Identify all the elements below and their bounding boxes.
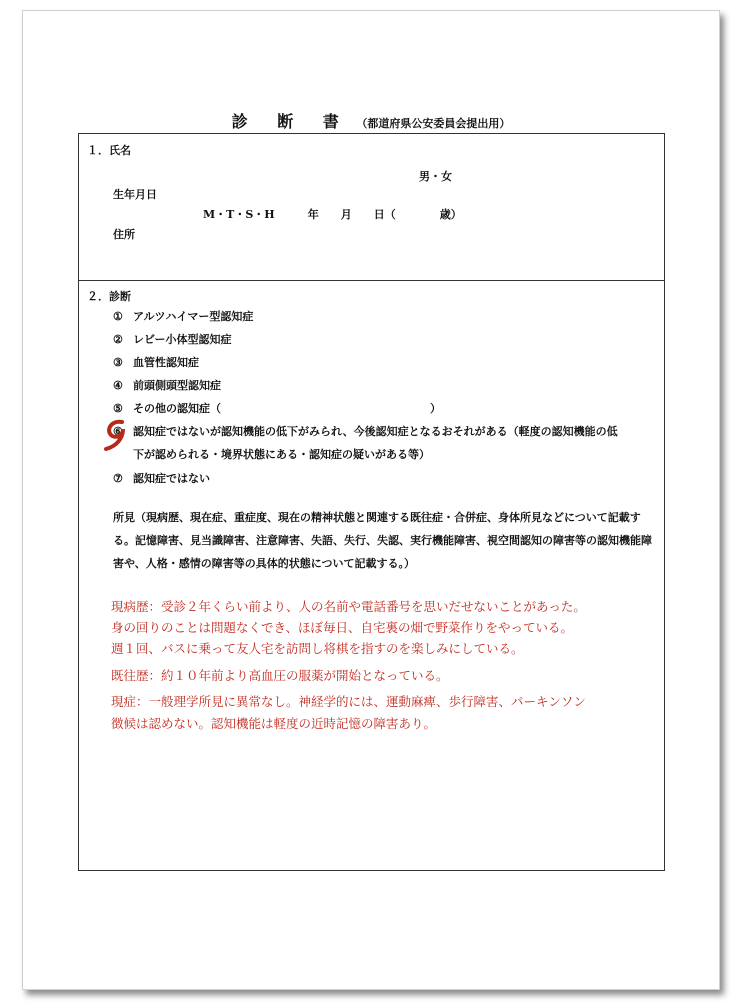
title-main: 診 断 書 xyxy=(231,112,351,131)
document-title xyxy=(23,109,719,132)
selection-circle-mark xyxy=(103,418,131,454)
section2-heading: ２．診断 xyxy=(87,290,131,303)
dob-field: M・T・S・H 年 月 日（ 歳） xyxy=(203,208,462,221)
diagnosis-option-1[interactable]: ① アルツハイマー型認知症 xyxy=(113,310,254,323)
diagnosis-option-4[interactable]: ④ 前頭側頭型認知症 xyxy=(113,379,221,392)
handwritten-history-3: 週１回、バスに乗って友人宅を訪問し将棋を指すのを楽しみにしている。 xyxy=(111,641,524,656)
findings-instruction: 所見（現病歴、現在症、重症度、現在の精神状態と関連する既往症・合併症、身体所見などについて記載する。記憶障害、見当識障害、注意障害、失語、失行、失認、実行機能障害、視空間認知の障害等の認知機能障害や、人格・感情の障害等の具体的状態について記載する。） xyxy=(113,511,652,570)
diagnosis-option-6-continued: 下が認められる・境界状態にある・認知症の疑いがある等） xyxy=(133,448,430,461)
diagnosis-option-7[interactable]: ⑦ 認知症ではない xyxy=(113,472,210,485)
diagnosis-option-2[interactable]: ② レビー小体型認知症 xyxy=(113,333,232,346)
gender-field: 男・女 xyxy=(419,170,452,183)
section1-heading: １．氏名 xyxy=(87,144,131,157)
handwritten-past-history: 既往歴：約１０年前より高血圧の服薬が開始となっている。 xyxy=(111,668,449,683)
diagnosis-option-5[interactable]: ⑤ その他の認知症（ ） xyxy=(113,402,441,415)
handwritten-current-1: 現症：一般理学所見に異常なし。神経学的には、運動麻痺、歩行障害、パーキンソン xyxy=(111,694,586,709)
handwritten-history-2: 身の回りのことは問題なくでき、ほぼ毎日、自宅裏の畑で野菜作りをやっている。 xyxy=(111,620,574,635)
document-page xyxy=(22,10,720,990)
diagnosis-option-3[interactable]: ③ 血管性認知症 xyxy=(113,356,199,369)
address-label: 住所 xyxy=(113,228,135,241)
section-divider xyxy=(79,280,664,281)
title-subtitle: （都道府県公安委員会提出用） xyxy=(356,117,511,130)
form-frame xyxy=(78,133,665,871)
handwritten-history-1: 現病歴：受診２年くらい前より、人の名前や電話番号を思いだせないことがあった。 xyxy=(111,599,586,614)
diagnosis-option-6[interactable]: ⑥ 認知症ではないが認知機能の低下がみられ、今後認知症となるおそれがある（軽度の認知機能の低 xyxy=(113,425,618,438)
dob-label: 生年月日 xyxy=(113,188,157,201)
handwritten-current-2: 徴候は認めない。認知機能は軽度の近時記憶の障害あり。 xyxy=(111,716,437,731)
